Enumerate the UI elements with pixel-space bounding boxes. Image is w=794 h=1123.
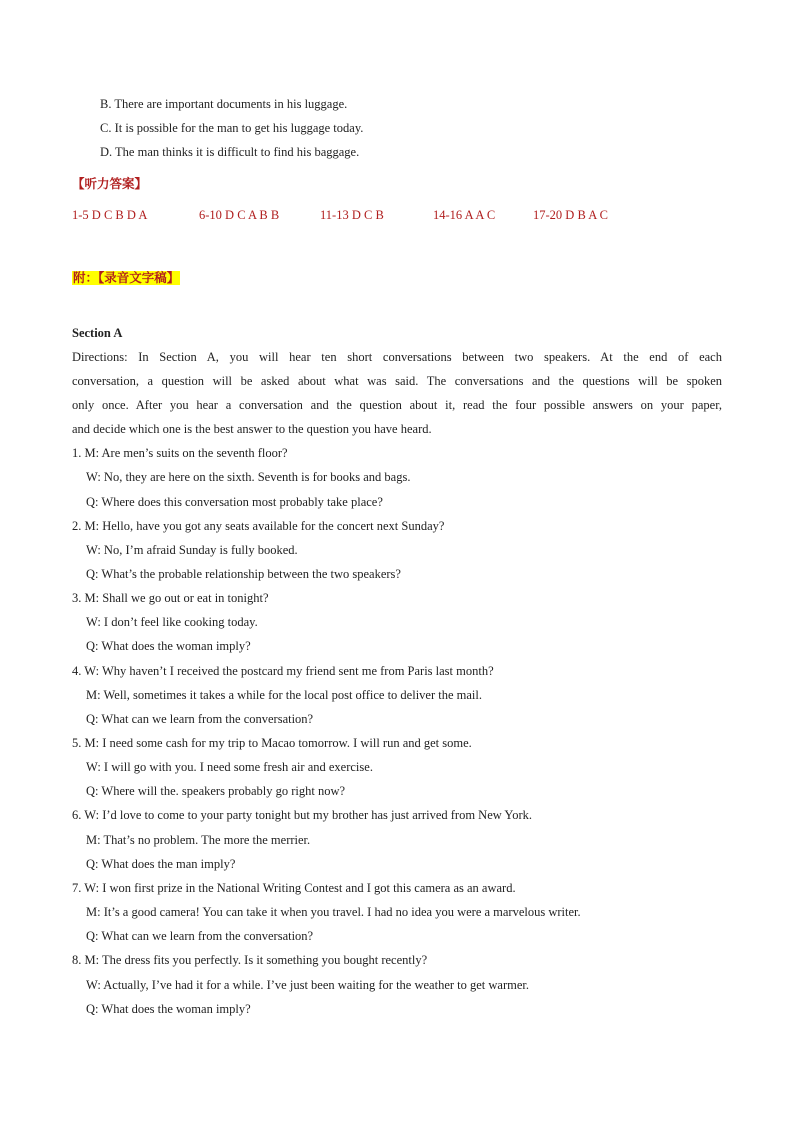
dialogue-7-line-1: 7. W: I won first prize in the National Writing Contest and I got this camera as an award. xyxy=(72,881,516,895)
dialogue-3-line-2: W: I don’t feel like cooking today. xyxy=(86,615,258,629)
dialogue-6-line-2: M: That’s no problem. The more the merrier. xyxy=(86,833,311,847)
directions-line-3: only once. After you hear a conversation and the question about it, read the four possible answers on your paper, xyxy=(72,398,722,412)
section-title xyxy=(72,325,122,341)
dialogue-2-line-1: 2. M: Hello, have you got any seats available for the concert next Sunday? xyxy=(72,519,445,533)
dialogue-8-line-1: 8. M: The dress fits you perfectly. Is it something you bought recently? xyxy=(72,953,428,967)
dialogue-5-line-1: 5. M: I need some cash for my trip to Macao tomorrow. I will run and get some. xyxy=(72,736,472,750)
dialogue-6-question: Q: What does the man imply? xyxy=(86,857,236,871)
directions-line-2: conversation, a question will be asked about what was said. The conversations and the questions will be spoken xyxy=(72,374,722,388)
option-c: C. It is possible for the man to get his luggage today. xyxy=(100,121,364,135)
dialogue-6-line-1: 6. W: I’d love to come to your party tonight but my brother has just arrived from New York. xyxy=(72,808,532,822)
dialogue-7-question: Q: What can we learn from the conversation? xyxy=(86,929,314,943)
dialogue-5-question: Q: Where will the. speakers probably go right now? xyxy=(86,784,346,798)
answer-group-2: 6-10 D C A B B xyxy=(199,208,280,222)
dialogue-3-question: Q: What does the woman imply? xyxy=(86,639,251,653)
option-b: B. There are important documents in his luggage. xyxy=(100,97,348,111)
directions-line-4: and decide which one is the best answer to the question you have heard. xyxy=(72,422,432,436)
dialogue-1-question: Q: Where does this conversation most probably take place? xyxy=(86,495,383,509)
answer-group-1: 1-5 D C B D A xyxy=(72,208,148,222)
dialogue-1-line-1: 1. M: Are men’s suits on the seventh floor? xyxy=(72,446,288,460)
section-title-text: Section A xyxy=(72,326,123,340)
dialogue-4-line-1: 4. W: Why haven’t I received the postcard my friend sent me from Paris last month? xyxy=(72,664,494,678)
appendix-heading xyxy=(72,270,180,286)
dialogue-7-line-2: M: It’s a good camera! You can take it when you travel. I had no idea you were a marvelous writer. xyxy=(86,905,581,919)
answer-group-4: 14-16 A A C xyxy=(433,208,496,222)
answer-group-3: 11-13 D C B xyxy=(320,208,384,222)
dialogue-2-line-2: W: No, I’m afraid Sunday is fully booked. xyxy=(86,543,298,557)
option-d: D. The man thinks it is difficult to find his baggage. xyxy=(100,145,360,159)
dialogue-2-question: Q: What’s the probable relationship between the two speakers? xyxy=(86,567,401,581)
answer-heading: 【听力答案】 xyxy=(72,177,148,191)
appendix-label: 附：【录音文字稿】 xyxy=(73,271,180,285)
dialogue-5-line-2: W: I will go with you. I need some fresh air and exercise. xyxy=(86,760,373,774)
dialogue-4-question: Q: What can we learn from the conversation? xyxy=(86,712,314,726)
dialogue-3-line-1: 3. M: Shall we go out or eat in tonight? xyxy=(72,591,269,605)
dialogue-8-question: Q: What does the woman imply? xyxy=(86,1002,251,1016)
directions-line-1: Directions: In Section A, you will hear ten short conversations between two speakers. At the end of each xyxy=(72,350,722,364)
dialogue-8-line-2: W: Actually, I’ve had it for a while. I’ve just been waiting for the weather to get warmer. xyxy=(86,978,530,992)
dialogue-4-line-2: M: Well, sometimes it takes a while for the local post office to deliver the mail. xyxy=(86,688,483,702)
dialogue-1-line-2: W: No, they are here on the sixth. Seventh is for books and bags. xyxy=(86,470,411,484)
answer-group-5: 17-20 D B A C xyxy=(533,208,609,222)
